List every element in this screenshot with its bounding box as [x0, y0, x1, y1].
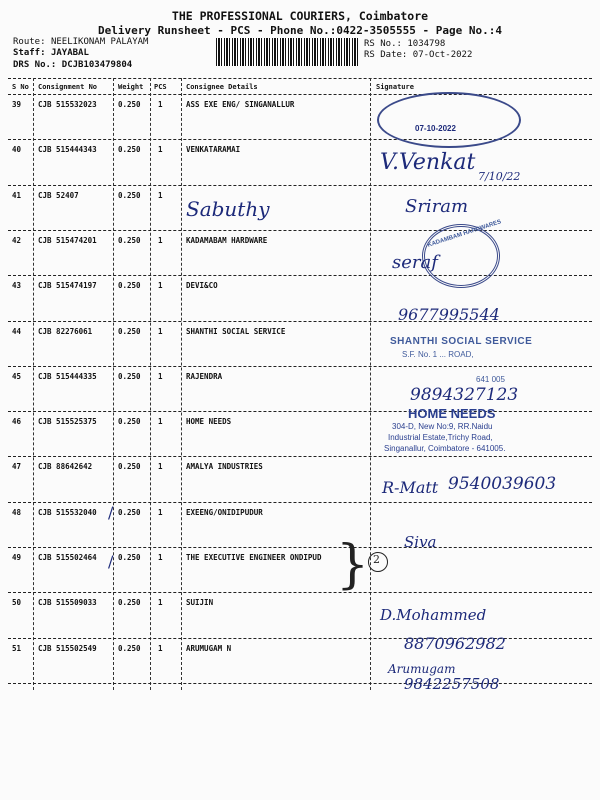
- row-rule: [8, 185, 592, 186]
- col-header-pcs: PCS: [154, 83, 167, 91]
- row-sno: 49: [12, 553, 22, 562]
- rs-date-value: 07-Oct-2022: [412, 50, 473, 60]
- row-consignment-no: CJB 88642642: [38, 462, 93, 472]
- runsheet-subtitle: Delivery Runsheet - PCS - Phone No.:0422-3505555 - Page No.:4: [98, 24, 502, 37]
- row-rule: [8, 547, 592, 548]
- row-sno: 51: [12, 643, 22, 653]
- col-divider: [181, 78, 182, 690]
- row-rule: [8, 230, 592, 231]
- rs-date-label: RS Date:: [364, 50, 408, 60]
- row-consignee: KADAMABAM HARDWARE: [186, 235, 268, 245]
- col-header-consignment: Consignment No: [38, 83, 98, 91]
- signature-row51: Arumugam: [388, 662, 456, 676]
- row-rule: [8, 411, 592, 412]
- table-top-rule: [8, 78, 592, 79]
- stamp-homeneeds-addr1: 304-D, New No:9, RR.Naidu: [392, 422, 493, 431]
- row-sno: 42: [12, 235, 22, 245]
- row-consignment-no: CJB 515474201: [38, 235, 97, 245]
- row-pcs: 1: [158, 371, 163, 381]
- col-header-consignee: Consignee Details: [186, 83, 258, 91]
- row-weight: 0.250: [118, 100, 141, 109]
- stamp-shanthi-name: SHANTHI SOCIAL SERVICE: [390, 336, 533, 347]
- route-line: [13, 37, 148, 47]
- row-sno: 43: [12, 281, 22, 291]
- handwritten-phone-row44: 9677995544: [398, 305, 500, 324]
- col-divider: [370, 78, 371, 690]
- stamp-shanthi-pin: 641 005: [476, 375, 505, 384]
- row-pcs: 1: [158, 462, 163, 472]
- row-rule: [8, 502, 592, 503]
- row-pcs: 1: [158, 281, 163, 291]
- row-weight: 0.250: [118, 371, 141, 381]
- stamp-homeneeds-addr2: Industrial Estate,Trichy Road,: [388, 433, 493, 442]
- hardware-stamp-text: KADAMBAM HARDWARES: [426, 219, 503, 249]
- row-consignee: EXEENG/ONIDIPUDUR: [186, 507, 263, 517]
- rs-no-value: 1034798: [407, 39, 446, 49]
- row-consignment-no: CJB 515502464: [38, 553, 97, 562]
- row-weight: 0.250: [118, 235, 141, 245]
- col-divider: [33, 78, 34, 690]
- row-consignee: ARUMUGAM N: [186, 643, 232, 653]
- row-consignment-no: CJB 515509033: [38, 598, 97, 608]
- row-pcs: 1: [158, 190, 163, 200]
- bracket-count: 2: [373, 553, 380, 566]
- row-consignee: SUIJIN: [186, 598, 214, 608]
- row-pcs: 1: [158, 326, 163, 336]
- row-pcs: 1: [158, 598, 163, 608]
- tick-mark-icon: /: [108, 552, 114, 571]
- row-sno: 48: [12, 507, 22, 517]
- handwritten-phone-row50: 8870962982: [404, 634, 506, 653]
- col-header-sno: S No: [12, 83, 29, 91]
- row-consignee: SHANTHI SOCIAL SERVICE: [186, 326, 286, 336]
- row-rule: [8, 592, 592, 593]
- row-pcs: 1: [158, 553, 163, 562]
- row-pcs: 1: [158, 417, 163, 427]
- row-weight: 0.250: [118, 190, 141, 200]
- drs-label: DRS No.:: [13, 60, 57, 70]
- row-consignment-no: CJB 515502549: [38, 643, 97, 653]
- row-pcs: 1: [158, 507, 163, 517]
- row-rule: [8, 683, 592, 684]
- handwritten-phone-row51: 9842257508: [404, 675, 500, 693]
- row-consignee: RAJENDRA: [186, 371, 223, 381]
- row-rule: [8, 321, 592, 322]
- row-rule: [8, 139, 592, 140]
- handwritten-phone-row47: 9540039603: [448, 474, 557, 494]
- row-consignment-no: CJB 52407: [38, 190, 79, 200]
- staff-value: JAYABAL: [50, 48, 89, 58]
- row-sno: 39: [12, 100, 22, 109]
- signature-row48: Siva: [404, 533, 437, 551]
- row-consignment-no: CJB 515532023: [38, 100, 97, 109]
- drs-value: DCJB103479804: [61, 60, 133, 70]
- row-weight: 0.250: [118, 145, 141, 155]
- rs-date-line: [364, 50, 472, 60]
- row-consignee: HOME NEEDS: [186, 417, 232, 427]
- bracket-mark: }: [336, 535, 370, 595]
- row-sno: 41: [12, 190, 22, 200]
- signature-row41: Sriram: [405, 196, 469, 217]
- row-consignee: THE EXECUTIVE ENGINEER ONDIPUD: [186, 553, 322, 562]
- row-sno: 50: [12, 598, 22, 608]
- row-pcs: 1: [158, 643, 163, 653]
- col-divider: [113, 78, 114, 690]
- table-header-rule: [8, 94, 592, 95]
- consignee-signature: Sabuthy: [186, 197, 270, 221]
- row-pcs: 1: [158, 100, 163, 109]
- stamp-date: 07-10-2022: [415, 124, 456, 133]
- stamp-shanthi-addr: S.F. No. 1 ... ROAD,: [402, 350, 474, 359]
- row-weight: 0.250: [118, 462, 141, 472]
- row-rule: [8, 366, 592, 367]
- row-weight: 0.250: [118, 417, 141, 427]
- company-title: THE PROFESSIONAL COURIERS, Coimbatore: [171, 9, 429, 23]
- row-weight: 0.250: [118, 643, 141, 653]
- row-weight: 0.250: [118, 598, 141, 608]
- rs-no-label: RS No.:: [364, 39, 402, 49]
- row-consignment-no: CJB 515444343: [38, 145, 97, 155]
- row-sno: 46: [12, 417, 22, 427]
- signature-row50: D.Mohammed: [380, 606, 487, 624]
- staff-label: Staff:: [13, 48, 46, 58]
- row-consignee: ASS EXE ENG/ SINGANALLUR: [186, 100, 295, 109]
- rs-no-line: [364, 39, 445, 49]
- row-sno: 40: [12, 145, 22, 155]
- row-sno: 45: [12, 371, 22, 381]
- handwritten-name-row47: R-Matt: [382, 478, 439, 497]
- row-consignment-no: CJB 515525375: [38, 417, 97, 427]
- row-consignee: VENKATARAMAI: [186, 145, 241, 155]
- row-weight: 0.250: [118, 281, 141, 291]
- row-consignment-no: CJB 515474197: [38, 281, 97, 291]
- stamp-homeneeds-name: HOME NEEDS: [408, 406, 496, 421]
- row-rule: [8, 275, 592, 276]
- signature-row40: V.Venkat: [380, 150, 476, 175]
- row-weight: 0.250: [118, 507, 141, 517]
- handwritten-date: 7/10/22: [478, 170, 521, 183]
- col-header-weight: Weight: [118, 83, 144, 91]
- signature-row42: seraf: [392, 252, 438, 273]
- route-label: Route:: [13, 37, 46, 47]
- handwritten-phone-row45: 9894327123: [410, 385, 519, 405]
- row-sno: 44: [12, 326, 22, 336]
- row-pcs: 1: [158, 145, 163, 155]
- row-consignment-no: CJB 515444335: [38, 371, 97, 381]
- staff-line: [13, 48, 89, 58]
- row-pcs: 1: [158, 235, 163, 245]
- row-weight: 0.250: [118, 326, 141, 336]
- row-weight: 0.250: [118, 553, 141, 562]
- drs-barcode: [216, 38, 358, 66]
- row-sno: 47: [12, 462, 22, 472]
- row-consignee: AMALYA INDUSTRIES: [186, 462, 263, 472]
- stamp-homeneeds-addr3: Singanallur, Coimbatore - 641005.: [384, 444, 506, 453]
- row-consignment-no: CJB 82276061: [38, 326, 93, 336]
- col-header-signature: Signature: [376, 83, 414, 91]
- row-consignee: DEVI&CO: [186, 281, 218, 291]
- tick-mark-icon: /: [108, 503, 114, 522]
- route-value: NEELIKONAM PALAYAM: [50, 37, 149, 47]
- row-rule: [8, 456, 592, 457]
- row-consignment-no: CJB 515532040: [38, 507, 97, 517]
- received-stamp: [377, 92, 521, 148]
- drs-line: [13, 60, 132, 70]
- col-divider: [150, 78, 151, 690]
